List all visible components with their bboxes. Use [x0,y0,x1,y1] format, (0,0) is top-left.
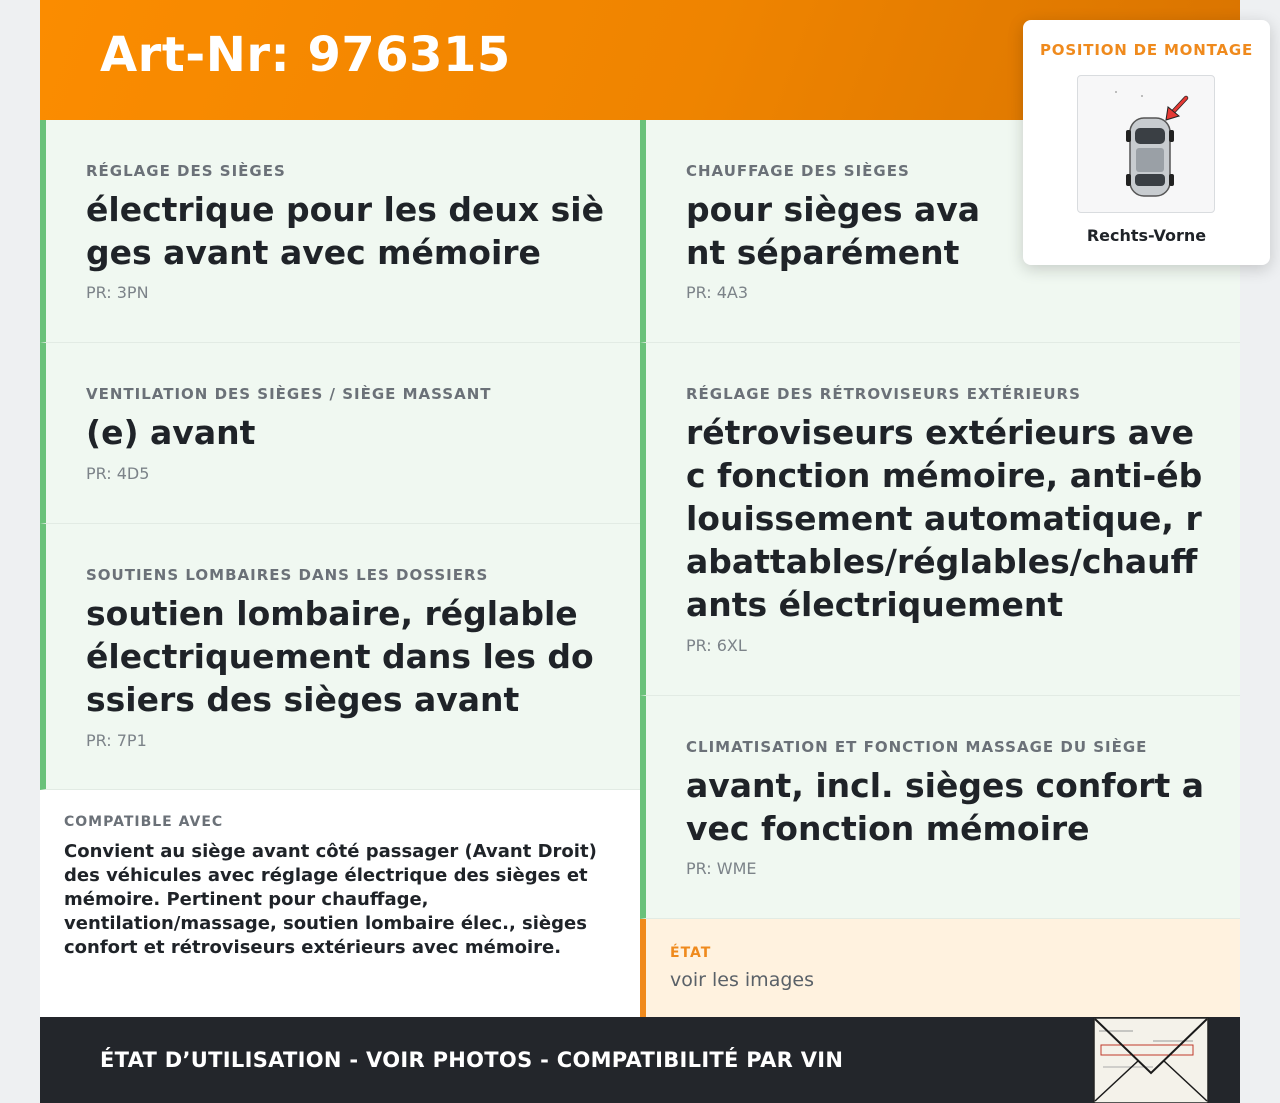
spec-card-lumbar-support [40,524,640,790]
spec-card-seat-ventilation [40,343,640,524]
article-number-title: Art-Nr: 976315 [100,27,511,83]
spec-pr-code: PR: 4D5 [86,464,150,483]
spec-pr-code: PR: 4A3 [686,283,749,302]
spec-label: RÉGLAGE DES RÉTROVISEURS EXTÉRIEURS [686,385,1081,403]
compatibility-section [40,790,640,1017]
spec-label: VENTILATION DES SIÈGES / SIÈGE MASSANT [86,385,492,403]
compatibility-label: COMPATIBLE AVEC [64,814,224,830]
condition-label: ÉTAT [670,945,712,961]
spec-label: RÉGLAGE DES SIÈGES [86,162,286,180]
spec-pr-code: PR: 6XL [686,636,747,655]
mounting-position-title: POSITION DE MONTAGE [1039,41,1254,59]
spec-pr-code: PR: 7P1 [86,731,147,750]
spec-pr-code: PR: 3PN [86,283,149,302]
spec-pr-code: PR: WME [686,859,757,878]
footer-text: ÉTAT D’UTILISATION - VOIR PHOTOS - COMPATIBILITÉ PAR VIN [100,1048,844,1072]
spec-value: (e) avant [86,413,256,452]
spec-label: CLIMATISATION ET FONCTION MASSAGE DU SIÈGE [686,738,1148,756]
spec-card-climate-massage [640,696,1240,919]
spec-value: soutien lombaire, réglable électriquement dans les dossiers des sièges avant [86,594,594,719]
spec-card-seat-adjustment [40,120,640,343]
spec-card-mirror-adjustment [640,343,1240,696]
spec-label: CHAUFFAGE DES SIÈGES [686,162,910,180]
spec-value: avant, incl. sièges confort avec fonction mémoire [686,766,1205,848]
car-diagram [1078,76,1214,212]
document-envelope-icon [1093,1001,1209,1103]
condition-value: voir les images [670,969,814,991]
spec-label: SOUTIENS LOMBAIRES DANS LES DOSSIERS [86,566,489,584]
mounting-position-card [1023,20,1270,265]
footer-bar [40,1017,1240,1103]
car-top-view-icon [1077,75,1215,213]
spec-value: rétroviseurs extérieurs avec fonction mémoire, anti-éblouissement automatique, rabattables/réglables/chauffants électriquement [686,413,1203,624]
product-page [40,0,1254,1103]
compatibility-text: Convient au siège avant côté passager (Avant Droit) des véhicules avec réglage électrique des sièges et mémoire. Pertinent pour chauffage, ventilation/massage, soutien lombaire élec., sièges confort et rétroviseurs extérieurs avec mémoire. [64,841,597,958]
spec-value: pour sièges avant séparément [686,190,981,272]
mounting-position-caption: Rechts-Vorne [1086,226,1207,245]
spec-value: électrique pour les deux sièges avant avec mémoire [86,190,604,272]
